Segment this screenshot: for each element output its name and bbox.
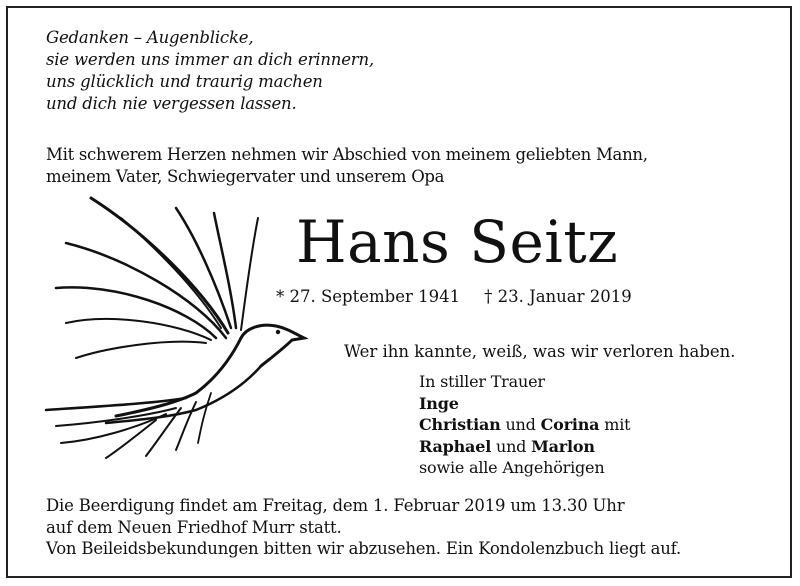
funeral-line: auf dem Neuen Friedhof Murr statt.	[46, 517, 342, 537]
poem-line: Gedanken – Augenblicke,	[46, 28, 254, 47]
funeral-line: Die Beerdigung findet am Freitag, dem 1. Februar 2019 um 13.30 Uhr	[46, 496, 625, 515]
mourner-name: Marlon	[531, 436, 595, 456]
memorial-quote: Wer ihn kannte, weiß, was wir verloren haben.	[344, 342, 736, 361]
connector-text: mit	[604, 415, 631, 434]
intro-line: meinem Vater, Schwiegervater und unserem Opa	[46, 167, 445, 186]
deceased-name: Hans Seitz	[296, 208, 619, 276]
death-date: † 23. Januar 2019	[484, 287, 632, 306]
mourners-list	[419, 371, 630, 479]
poem-line: und dich nie vergessen lassen.	[46, 94, 297, 113]
poem-line: uns glücklich und traurig machen	[46, 72, 323, 91]
mourner-name: Corina	[540, 415, 600, 434]
mourner-name: Raphael	[419, 436, 492, 456]
dove-icon	[36, 188, 311, 463]
life-dates	[276, 286, 632, 308]
connector-text: und	[505, 415, 536, 434]
funeral-info	[46, 495, 681, 560]
intro-line: Mit schwerem Herzen nehmen wir Abschied von meinem geliebten Mann,	[46, 145, 648, 164]
birth-date: * 27. September 1941	[276, 287, 461, 306]
mourner-name: Inge	[419, 393, 459, 413]
mourner-name: Christian	[419, 415, 501, 434]
poem	[46, 27, 374, 115]
intro-text	[46, 144, 648, 188]
connector-text: und	[495, 436, 527, 456]
poem-line: sie werden uns immer an dich erinnern,	[46, 50, 374, 69]
mourners-closing: sowie alle Angehörigen	[419, 458, 605, 477]
mourners-intro: In stiller Trauer	[419, 372, 545, 391]
funeral-line: Von Beileidsbekundungen bitten wir abzusehen. Ein Kondolenzbuch liegt auf.	[46, 539, 682, 558]
